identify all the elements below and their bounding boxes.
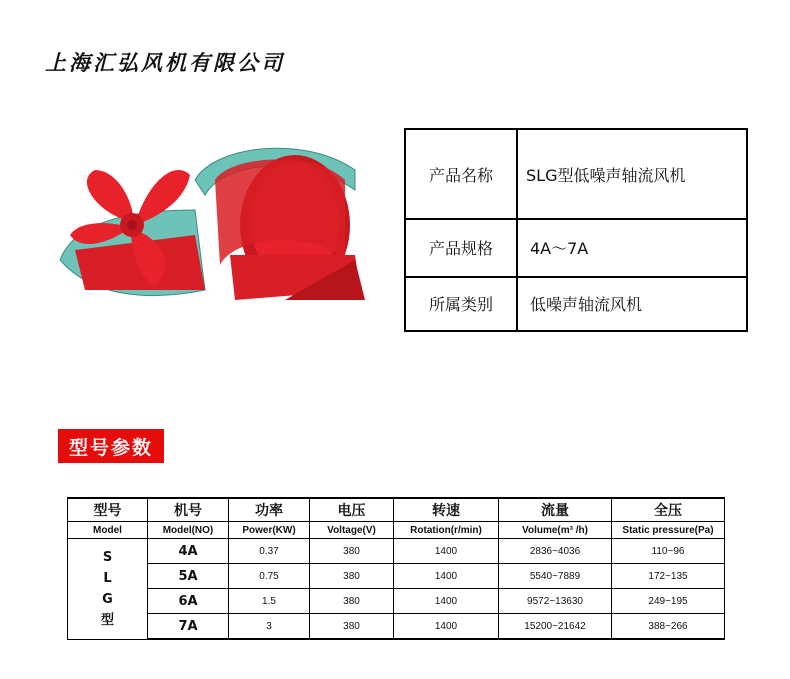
table-row (68, 614, 725, 640)
pressure-cell: 249~195 (612, 589, 725, 614)
rotation-cell: 1400 (394, 589, 499, 614)
header-cell: Voltage(V) (310, 522, 394, 539)
product-info-table (404, 128, 748, 332)
header-cell: 型号 (68, 498, 148, 522)
section-title-badge: 型号参数 (58, 429, 164, 463)
product-image-axial-fan (55, 140, 365, 305)
header-cell: Static pressure(Pa) (612, 522, 725, 539)
model-cell (68, 539, 148, 640)
header-cell: Power(KW) (229, 522, 310, 539)
header-cell: 转速 (394, 498, 499, 522)
info-value: 4A～7A (530, 238, 589, 258)
header-cell: Model(NO) (148, 522, 229, 539)
volume-cell: 9572~13630 (499, 589, 612, 614)
rotation-cell: 1400 (394, 539, 499, 564)
voltage-cell: 380 (310, 539, 394, 564)
info-value: 低噪声轴流风机 (530, 294, 643, 314)
header-row-en (68, 522, 725, 539)
voltage-cell: 380 (310, 564, 394, 589)
model-no-cell: 4A (148, 539, 229, 564)
power-cell: 3 (229, 614, 310, 640)
header-cell: Volume(m³ /h) (499, 522, 612, 539)
info-row-spec (406, 218, 746, 278)
header-cell: 流量 (499, 498, 612, 522)
header-cell: 全压 (612, 498, 725, 522)
model-char: L (103, 570, 112, 586)
info-row-category (406, 276, 746, 330)
header-cell: 机号 (148, 498, 229, 522)
header-cell: Rotation(r/min) (394, 522, 499, 539)
power-cell: 1.5 (229, 589, 310, 614)
table-row (68, 589, 725, 614)
table-row (68, 564, 725, 589)
header-cell: Model (68, 522, 148, 539)
model-char: 型 (100, 612, 114, 628)
voltage-cell: 380 (310, 589, 394, 614)
power-cell: 0.37 (229, 539, 310, 564)
company-name: 上海汇弘风机有限公司 (45, 50, 285, 75)
pressure-cell: 110~96 (612, 539, 725, 564)
pressure-cell: 388~266 (612, 614, 725, 640)
info-value: SLG型低噪声轴流风机 (526, 165, 686, 185)
info-label: 所属类别 (406, 276, 518, 330)
table-row (68, 539, 725, 564)
header-cell: 电压 (310, 498, 394, 522)
rotation-cell: 1400 (394, 614, 499, 640)
info-row-name (406, 130, 746, 220)
info-label: 产品规格 (406, 218, 518, 276)
header-row-cn (68, 498, 725, 522)
model-char: S (102, 549, 113, 565)
volume-cell: 5540~7889 (499, 564, 612, 589)
pressure-cell: 172~135 (612, 564, 725, 589)
info-label: 产品名称 (406, 130, 518, 218)
model-no-cell: 7A (148, 614, 229, 640)
rotation-cell: 1400 (394, 564, 499, 589)
model-no-cell: 6A (148, 589, 229, 614)
spec-table (67, 497, 725, 640)
model-char: G (102, 591, 113, 607)
volume-cell: 2836~4036 (499, 539, 612, 564)
power-cell: 0.75 (229, 564, 310, 589)
header-cell: 功率 (229, 498, 310, 522)
volume-cell: 15200~21642 (499, 614, 612, 640)
voltage-cell: 380 (310, 614, 394, 640)
model-no-cell: 5A (148, 564, 229, 589)
